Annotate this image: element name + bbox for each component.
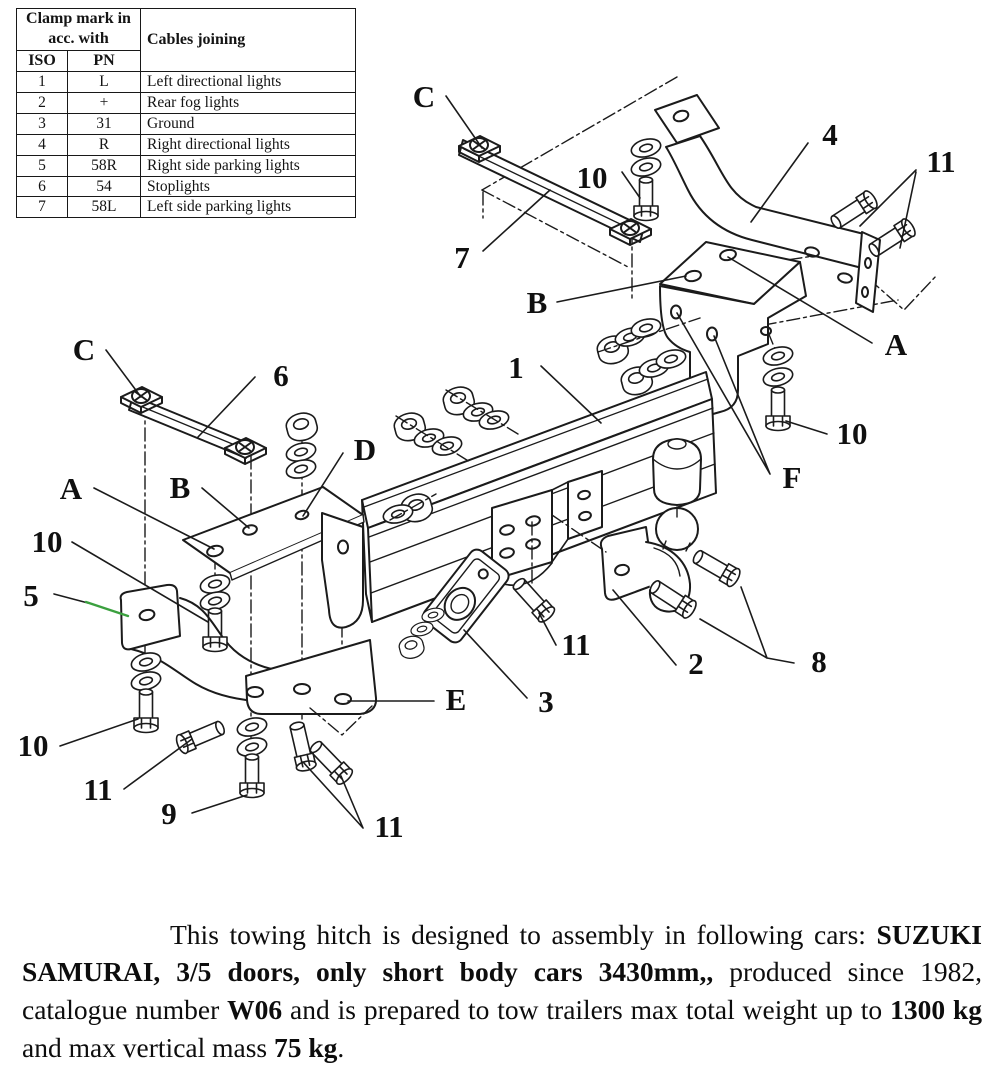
cell-cables: Ground [141, 114, 356, 135]
callout-10-bottomleft: 10 [18, 728, 49, 763]
callout-D: D [354, 432, 376, 467]
callout-B-left: B [170, 470, 191, 505]
callout-5: 5 [23, 578, 39, 613]
cell-pn: 31 [68, 114, 141, 135]
footer-period: . [337, 1032, 344, 1063]
table-row [17, 72, 356, 93]
callout-11-bottomcenter: 11 [374, 809, 403, 844]
cell-iso: 2 [17, 93, 68, 114]
footer-car-model: SUZUKI SAMURAI, 3/5 doors, only short body cars 3430mm,, [22, 919, 982, 988]
cell-pn: 58L [68, 197, 141, 218]
callout-1: 1 [508, 350, 524, 385]
cell-pn: L [68, 72, 141, 93]
wiring-table [16, 8, 356, 218]
callout-10-right: 10 [837, 416, 868, 451]
cell-pn: + [68, 93, 141, 114]
footer-mid1: produced since 1982, catalogue number [22, 956, 982, 1025]
callout-4: 4 [822, 117, 838, 152]
cell-cables: Right side parking lights [141, 155, 356, 176]
table-row [17, 176, 356, 197]
footer-mid3: and max vertical mass [22, 1032, 274, 1063]
cell-iso: 5 [17, 155, 68, 176]
cell-cables: Right directional lights [141, 134, 356, 155]
table-clamp-header: Clamp mark in acc. with [17, 9, 141, 51]
callout-2: 2 [688, 646, 704, 681]
cell-cables: Stoplights [141, 176, 356, 197]
description-paragraph [22, 916, 982, 1067]
callout-B-right: B [527, 285, 548, 320]
cell-pn: R [68, 134, 141, 155]
cell-iso: 7 [17, 197, 68, 218]
callout-A-left: A [60, 471, 83, 506]
callout-3: 3 [538, 684, 554, 719]
cell-pn: 58R [68, 155, 141, 176]
footer-mid2: and is prepared to tow trailers max total weight up to [282, 994, 890, 1025]
part-6-strap [121, 387, 266, 464]
table-pn-header: PN [68, 50, 141, 71]
table-row [17, 197, 356, 218]
callout-11-bottomleft: 11 [83, 772, 112, 807]
footer-max-vertical-mass: 75 kg [274, 1032, 337, 1063]
table-row [17, 134, 356, 155]
callout-11-topright: 11 [926, 144, 955, 179]
callout-C-left: C [73, 332, 95, 367]
callout-11-center: 11 [561, 627, 590, 662]
cell-cables: Left directional lights [141, 72, 356, 93]
table-row [17, 93, 356, 114]
callout-C-top: C [413, 79, 435, 114]
callout-7: 7 [454, 240, 470, 275]
cell-pn: 54 [68, 176, 141, 197]
footer-intro: This towing hitch is designed to assembly in following cars: [170, 919, 877, 950]
cell-iso: 1 [17, 72, 68, 93]
callout-6: 6 [273, 358, 289, 393]
cell-cables: Rear fog lights [141, 93, 356, 114]
table-iso-header: ISO [17, 50, 68, 71]
table-cables-header: Cables joining [141, 9, 356, 72]
cell-cables: Left side parking lights [141, 197, 356, 218]
table-row [17, 155, 356, 176]
callout-10-left: 10 [32, 524, 63, 559]
callout-10-top: 10 [577, 160, 608, 195]
footer-max-weight: 1300 kg [890, 994, 982, 1025]
table-row [17, 114, 356, 135]
cell-iso: 3 [17, 114, 68, 135]
cell-iso: 6 [17, 176, 68, 197]
callout-9: 9 [161, 796, 177, 831]
callout-E: E [446, 682, 467, 717]
callout-F: F [783, 460, 802, 495]
footer-catalogue-number: W06 [227, 994, 282, 1025]
cell-iso: 4 [17, 134, 68, 155]
callout-A-right: A [885, 327, 908, 362]
callout-8: 8 [811, 644, 827, 679]
